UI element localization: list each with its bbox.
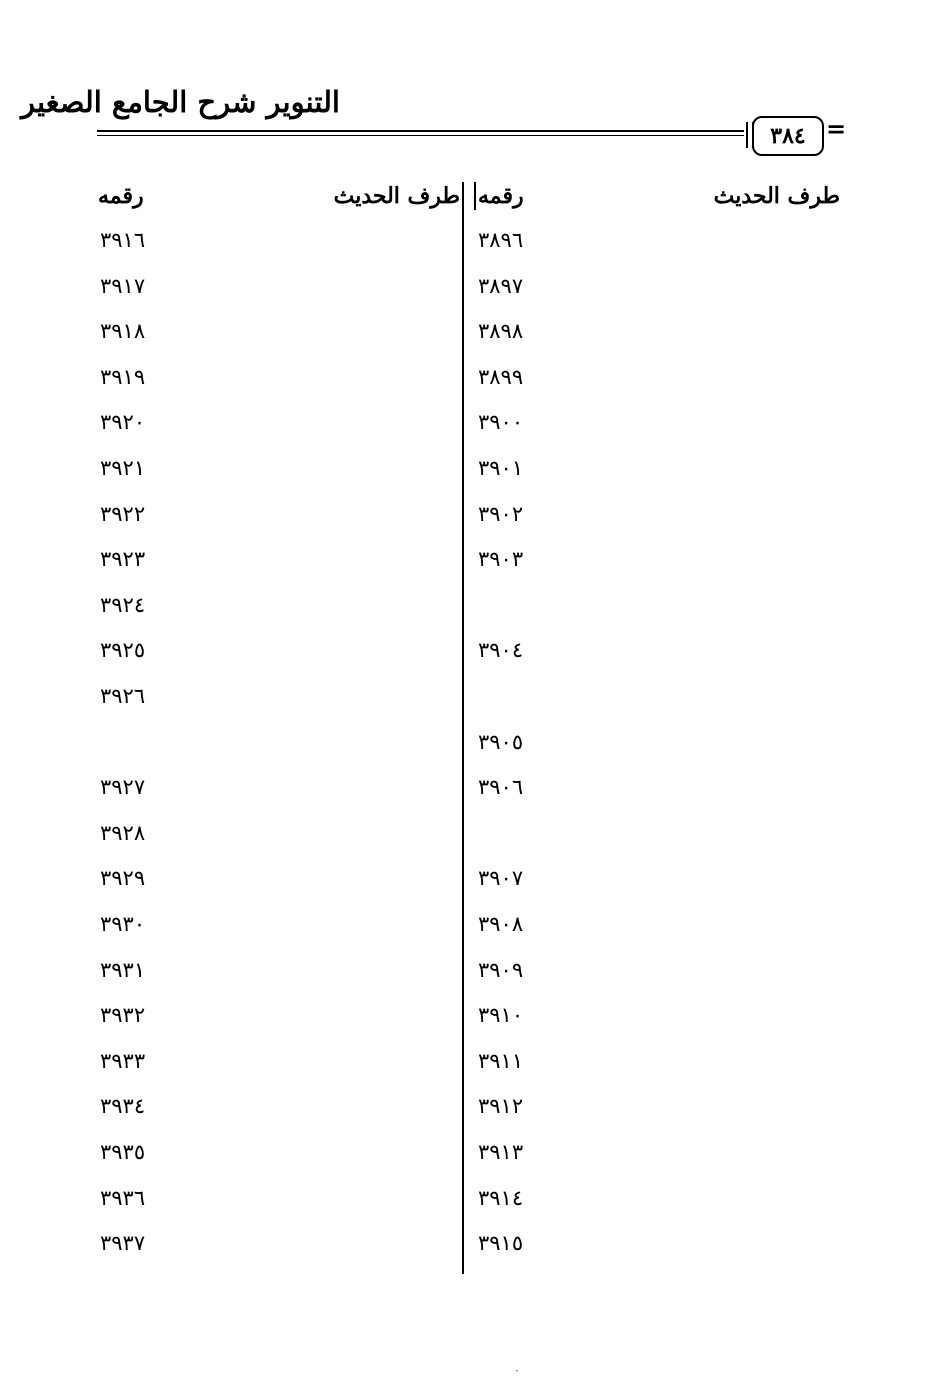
hadith-number: ٣٨٩٨ <box>478 319 524 344</box>
hadith-number: ٣٩٣٣ <box>100 1048 146 1073</box>
hadith-number: ٣٨٩٩ <box>478 364 524 389</box>
hadith-number: ٣٩٢٥ <box>100 638 146 663</box>
hadith-number: ٣٩١٦ <box>100 228 146 252</box>
column-separator-header <box>474 182 476 210</box>
book-title: التنوير شرح الجامع الصغير <box>21 85 340 119</box>
hadith-number: ٣٨٩٦ <box>478 228 524 252</box>
hadith-number: ٣٩٢٩ <box>100 866 146 891</box>
hadith-number: ٣٩٣٦ <box>100 1185 146 1210</box>
hadith-number: ٣٩٣٢ <box>100 1003 146 1028</box>
hadith-number: ٣٩١٧ <box>100 273 146 298</box>
hadith-number: ٣٩٣٤ <box>100 1094 146 1119</box>
hadith-number: ٣٩٠٢ <box>478 501 524 526</box>
hadith-number: ٣٩٢١ <box>100 456 146 480</box>
hadith-number: ٣٩١١ <box>478 1048 524 1073</box>
hadith-number: ٣٩٢٣ <box>100 547 146 572</box>
hadith-number: ٣٩٠٩ <box>478 957 524 982</box>
hadith-number: ٣٨٩٧ <box>478 273 524 298</box>
hadith-number: ٣٩٣٠ <box>100 912 146 936</box>
hadith-number: ٣٩٣٧ <box>100 1231 146 1256</box>
hadith-number: ٣٩٠٦ <box>478 775 524 800</box>
left-column-title: طرف الحديث <box>333 183 460 209</box>
hadith-number: ٣٩٢٢ <box>100 501 146 526</box>
hadith-number: ٣٩١٠ <box>478 1003 524 1028</box>
hadith-number: ٣٩٠٣ <box>478 547 524 572</box>
hadith-number: ٣٩١٣ <box>478 1140 524 1164</box>
header-rule-thin <box>97 135 744 136</box>
left-column-num-header: رقمه <box>98 183 144 209</box>
hadith-number: ٣٩٢٤ <box>100 592 146 617</box>
header-rule <box>97 130 744 132</box>
column-separator-left <box>462 182 464 1274</box>
page-number: ٣٨٤ <box>752 116 824 156</box>
right-column-num-header: رقمه <box>478 183 524 209</box>
hadith-number: ٣٩١٨ <box>100 319 146 344</box>
hadith-number: ٣٩٠١ <box>478 456 524 480</box>
hadith-number: ٣٩٠٧ <box>478 866 524 891</box>
hadith-number: ٣٩٠٥ <box>478 729 524 754</box>
hadith-number: ٣٩١٢ <box>478 1094 524 1119</box>
hadith-number: ٣٩٢٠ <box>100 410 146 435</box>
hadith-number: ٣٩٢٦ <box>100 684 146 708</box>
hadith-number: ٣٩٣١ <box>100 957 146 982</box>
right-column-title: طرف الحديث <box>713 183 840 209</box>
hadith-number: ٣٩١٥ <box>478 1231 524 1256</box>
hadith-number: ٣٩٣٥ <box>100 1140 146 1164</box>
hadith-number: ٣٩٠٠ <box>478 410 524 435</box>
equals-mark: = <box>826 114 847 143</box>
hadith-number: ٣٩١٤ <box>478 1185 524 1210</box>
hadith-number: ٣٩١٩ <box>100 364 146 389</box>
footer-mark: · <box>515 1364 519 1378</box>
hadith-number: ٣٩٠٨ <box>478 912 524 936</box>
hadith-number: ٣٩٢٧ <box>100 775 146 800</box>
hadith-number: ٣٩٠٤ <box>478 638 524 663</box>
hadith-number: ٣٩٢٨ <box>100 820 146 845</box>
